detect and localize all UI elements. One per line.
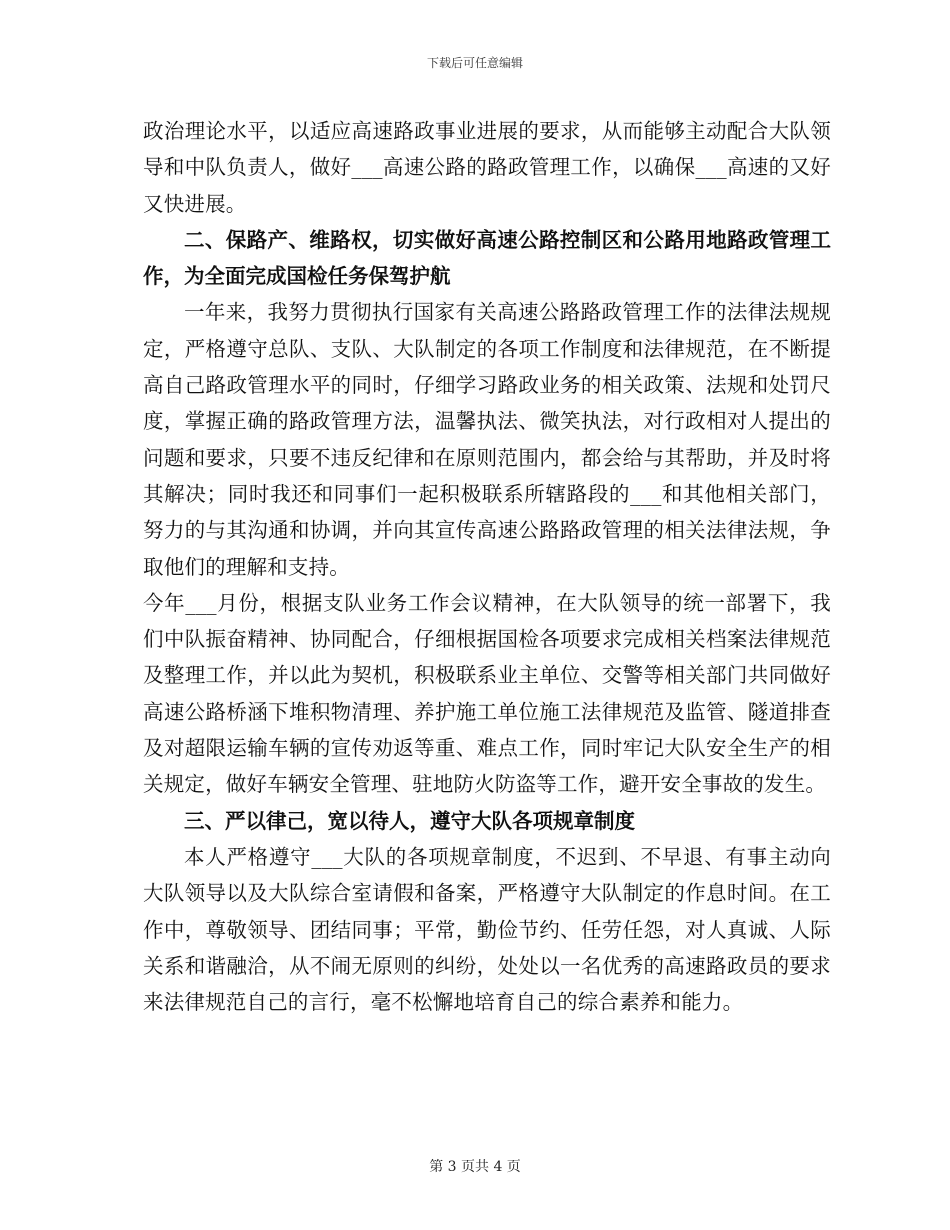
section-heading-2: 二、保路产、维路权，切实做好高速公路控制区和公路用地路政管理工作，为全面完成国检任务保驾护航 (143, 227, 831, 289)
section-heading-3: 三、严以律己，宽以待人，遵守大队各项规章制度 (184, 808, 635, 833)
page-footer: 第 3 页共 4 页 (429, 1159, 521, 1175)
page-header: 下载后可任意编辑 (426, 56, 523, 70)
paragraph-4: 本人严格遵守___大队的各项规章制度，不迟到、不早退、有事主动向大队领导以及大队综合室请假和备案，严格遵守大队制定的作息时间。在工作中，尊敬领导、团结同事；平常，勤俭节约、任劳任怨，对人真诚、人际关系和谐融洽，从不闹无原则的纠纷，处处以一名优秀的高速路政员的要求来法律规范自己的言行，毫不松懈地培育自己的综合素养和能力。 (143, 844, 831, 1015)
paragraph-3: 今年___月份，根据支队业务工作会议精神，在大队领导的统一部署下，我们中队振奋精神、协同配合，仔细根据国检各项要求完成相关档案法律规范及整理工作，并以此为契机，积极联系业主单位、交警等相关部门共同做好高速公路桥涵下堆积物清理、养护施工单位施工法律规范及监管、隧道排查及对超限运输车辆的宣传劝返等重、难点工作，同时牢记大队安全生产的相关规定，做好车辆安全管理、驻地防火防盗等工作，避开安全事故的发生。 (143, 590, 831, 797)
paragraph-1: 政治理论水平，以适应高速路政事业进展的要求，从而能够主动配合大队领导和中队负责人，做好___高速公路的路政管理工作，以确保___高速的又好又快进展。 (143, 119, 831, 216)
document-body (143, 113, 831, 1020)
paragraph-2: 一年来，我努力贯彻执行国家有关高速公路路政管理工作的法律法规规定，严格遵守总队、支队、大队制定的各项工作制度和法律规范，在不断提高自己路政管理水平的同时，仔细学习路政业务的相关政策、法规和处罚尺度，掌握正确的路政管理方法，温馨执法、微笑执法，对行政相对人提出的问题和要求，只要不违反纪律和在原则范围内，都会给与其帮助，并及时将其解决；同时我还和同事们一起积极联系所辖路段的___和其他相关部门，努力的与其沟通和协调，并向其宣传高速公路路政管理的相关法律法规，争取他们的理解和支持。 (143, 300, 831, 579)
